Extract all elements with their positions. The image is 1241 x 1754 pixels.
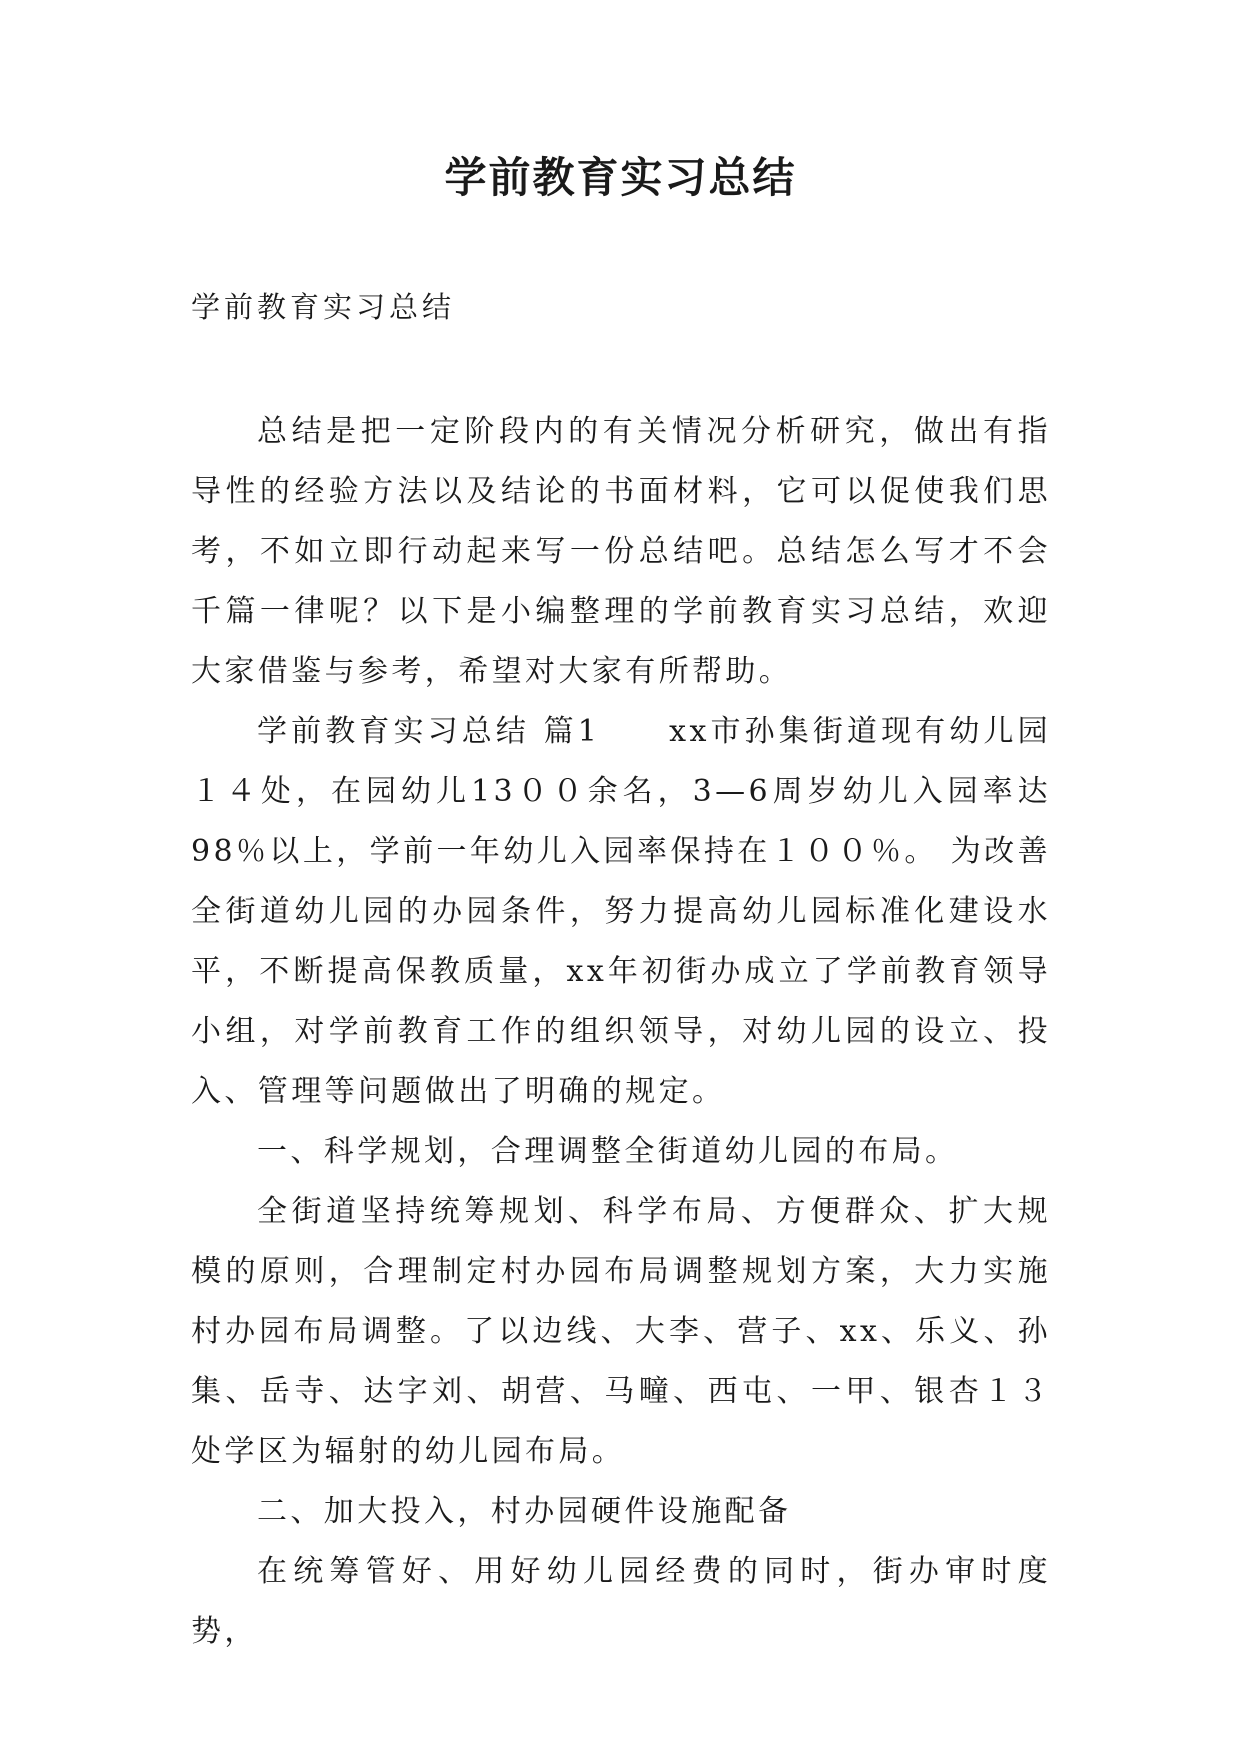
- document-body: [191, 402, 1051, 1662]
- paragraph-part-1: 学前教育实习总结 篇1 xx市孙集街道现有幼儿园１４处，在园幼儿13００余名，3—6周岁幼儿入园率达98％以上，学前一年幼儿入园率保持在１００％。 为改善全街道幼儿园的办园条件，努力提高幼儿园标准化建设水平，不断提高保教质量，xx年初街办成立了学前教育领导小组，对学前教育工作的组织领导，对幼儿园的设立、投入、管理等问题做出了明确的规定。: [191, 714, 1051, 1109]
- paragraph-section-2: 在统筹管好、用好幼儿园经费的同时，街办审时度势，: [191, 1554, 1051, 1649]
- section-heading-2: 二、加大投入，村办园硬件设施配备: [257, 1494, 792, 1529]
- section-heading-1: 一、科学规划，合理调整全街道幼儿园的布局。: [257, 1134, 959, 1169]
- paragraph-intro: 总结是把一定阶段内的有关情况分析研究，做出有指导性的经验方法以及结论的书面材料，它可以促使我们思考，不如立即行动起来写一份总结吧。总结怎么写才不会千篇一律呢？以下是小编整理的学前教育实习总结，欢迎大家借鉴与参考，希望对大家有所帮助。: [191, 414, 1051, 689]
- document-subtitle: 学前教育实习总结: [191, 290, 456, 324]
- paragraph-section-1: 全街道坚持统筹规划、科学布局、方便群众、扩大规模的原则，合理制定村办园布局调整规划方案，大力实施村办园布局调整。了以边线、大李、营子、xx、乐义、孙集、岳寺、达字刘、胡营、马疃、西屯、一甲、银杏１３处学区为辐射的幼儿园布局。: [191, 1194, 1051, 1469]
- document-title: 学前教育实习总结: [444, 153, 797, 202]
